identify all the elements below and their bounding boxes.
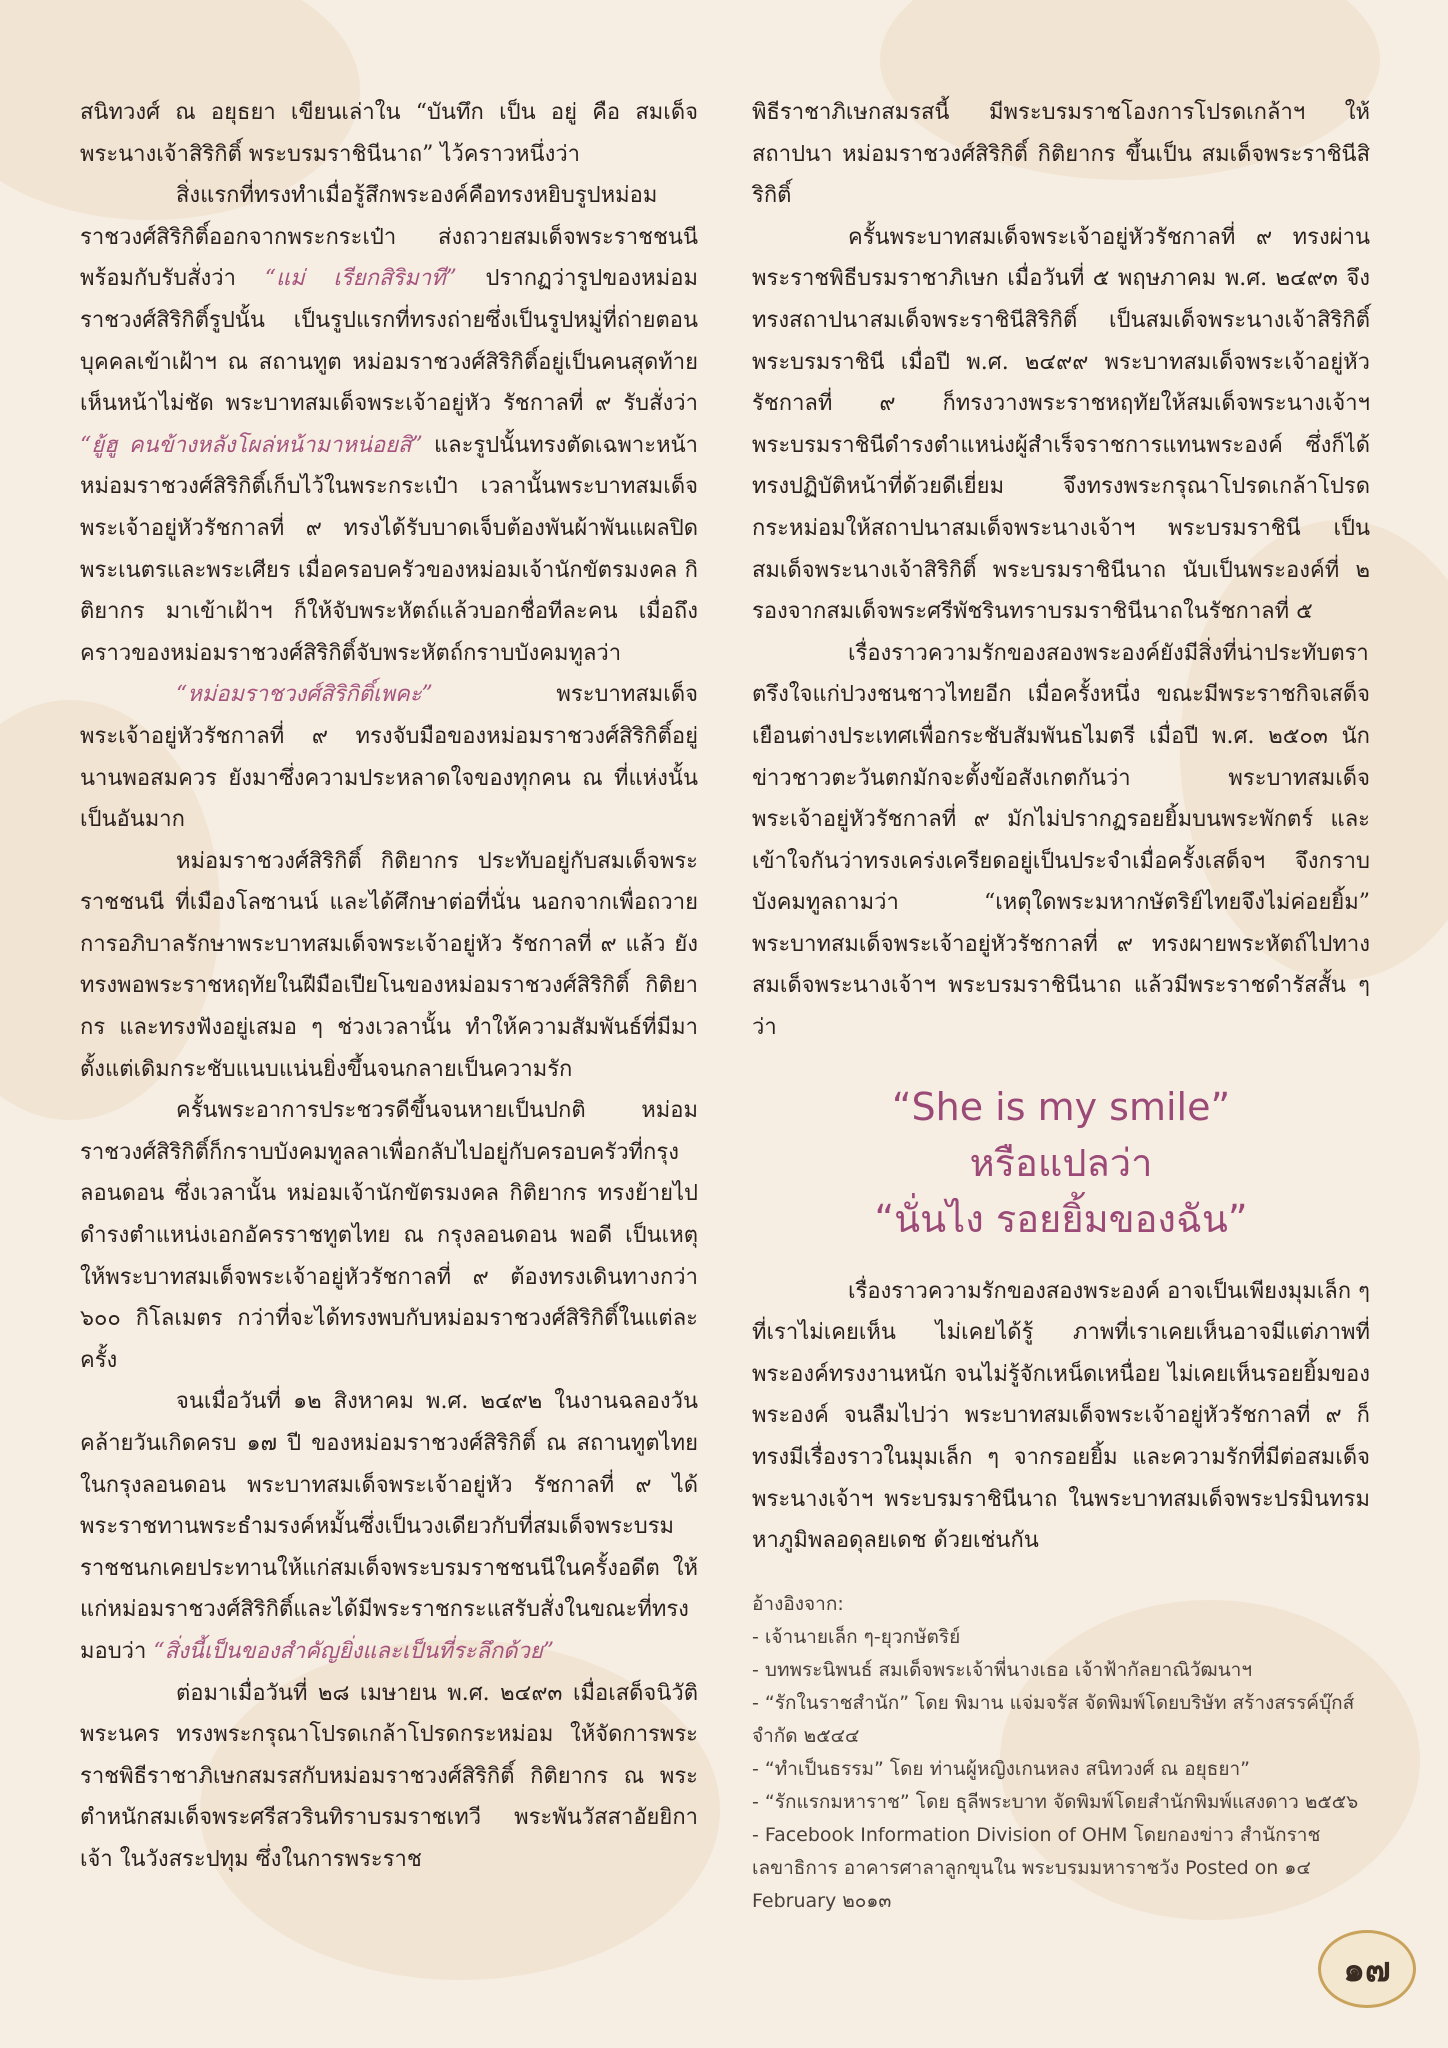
reference-item: - “รักในราชสำนัก” โดย พิมาน แจ่มจรัส จัดพิมพ์โดยบริษัท สร้างสรรค์บุ๊กส์ จำกัด ๒๕๔๔ xyxy=(752,1691,1355,1747)
paragraph: ครั้นพระบาทสมเด็จพระเจ้าอยู่หัวรัชกาลที่ ๙ ทรงผ่านพระราชพิธีบรมราชาภิเษก เมื่อวันที่ ๕ พฤษภาคม พ.ศ. ๒๔๙๓ จึงทรงสถาปนาสมเด็จพระราชินีสิริกิติ์ เป็นสมเด็จพระนางเจ้าสิริกิติ์ พระบรมราชินี เมื่อปี พ.ศ. ๒๔๙๙ พระบาทสมเด็จพระเจ้าอยู่หัวรัชกาลที่ ๙ ก็ทรงวางพระราชหฤทัยให้สมเด็จพระนางเจ้าฯ พระบรมราชินีดำรงตำแหน่งผู้สำเร็จราชการแทนพระองค์ ซึ่งก็ได้ทรงปฏิบัติหน้าที่ด้วยดีเยี่ยม จึงทรงพระกรุณาโปรดเกล้าโปรดกระหม่อมให้สถาปนาสมเด็จพระนางเจ้าฯ พระบรมราชินี เป็นสมเด็จพระนางเจ้าสิริกิติ์ พระบรมราชินีนาถ นับเป็นพระองค์ที่ ๒ รองจากสมเด็จพระศรีพัชรินทราบรมราชินีนาถในรัชกาลที่ ๕ xyxy=(752,224,1370,625)
quote-connector: หรือแปลว่า xyxy=(969,1140,1153,1185)
paragraph: เรื่องราวความรักของสองพระองค์ อาจเป็นเพียงมุมเล็ก ๆ ที่เราไม่เคยเห็น ไม่เคยได้รู้ ภาพที่เราเคยเห็นอาจมีแต่ภาพที่พระองค์ทรงงานหนัก จนไม่รู้จักเหน็ดเหนื่อย ไม่เคยเห็นรอยยิ้มของพระองค์ จนลืมไปว่า พระบาทสมเด็จพระเจ้าอยู่หัวรัชกาลที่ ๙ ก็ทรงมีเรื่องราวในมุมเล็ก ๆ จากรอยยิ้ม และความรักที่มีต่อสมเด็จพระนางเจ้าฯ พระบรมราชินีนาถ ในพระบาทสมเด็จพระปรมินทรมหาภูมิพลอดุลยเดช ด้วยเช่นกัน xyxy=(752,1278,1370,1554)
highlight-quote: “ยู้ฮู คนข้างหลังโผล่หน้ามาหน่อยสิ” xyxy=(80,432,423,458)
highlight-quote: “หม่อมราชวงศ์สิริกิติ์เพคะ” xyxy=(176,682,433,708)
references xyxy=(752,1588,1370,1918)
paragraph: ครั้นพระอาการประชวรดีขึ้นจนหายเป็นปกติ หม่อมราชวงศ์สิริกิติ์ก็กราบบังคมทูลลาเพื่อกลับไปอยู่กับครอบครัวที่กรุงลอนดอน ซึ่งเวลานั้น หม่อมเจ้านักขัตรมงคล กิติยากร ทรงย้ายไปดำรงตำแหน่งเอกอัครราชทูตไทย ณ กรุงลอนดอน พอดี เป็นเหตุให้พระบาทสมเด็จพระเจ้าอยู่หัวรัชกาลที่ ๙ ต้องทรงเดินทางกว่า ๖๐๐ กิโลเมตร กว่าที่จะได้ทรงพบกับหม่อมราชวงศ์สิริกิติ์ในแต่ละครั้ง xyxy=(80,1098,698,1373)
highlight-quote: “แม่ เรียกสิริมาที” xyxy=(264,266,457,292)
references-heading: อ้างอิงจาก: xyxy=(752,1592,844,1615)
reference-item: - เจ้านายเล็ก ๆ-ยุวกษัตริย์ xyxy=(752,1625,961,1648)
quote-thai: “นั่นไง รอยยิ้มของฉัน” xyxy=(874,1196,1248,1241)
highlight-quote: “สิ่งนี้เป็นของสำคัญยิ่งและเป็นที่ระลึกด้วย” xyxy=(153,1638,554,1664)
reference-item: - บทพระนิพนธ์ สมเด็จพระเจ้าพี่นางเธอ เจ้าฟ้ากัลยาณิวัฒนาฯ xyxy=(752,1658,1253,1681)
left-column xyxy=(80,92,698,1881)
quote-english: “She is my smile” xyxy=(891,1084,1231,1129)
paragraph: หม่อมราชวงศ์สิริกิติ์ กิติยากร ประทับอยู่กับสมเด็จพระราชชนนี ที่เมืองโลซานน์ และได้ศึกษาต่อที่นั่น นอกจากเพื่อถวายการอภิบาลรักษาพระบาทสมเด็จพระเจ้าอยู่หัว รัชกาลที่ ๙ แล้ว ยังทรงพอพระราชหฤทัยในฝีมือเปียโนของหม่อมราชวงศ์สิริกิติ์ กิติยากร และทรงฟังอยู่เสมอ ๆ ช่วงเวลานั้น ทำให้ความสัมพันธ์ที่มีมาตั้งแต่เดิมกระชับแนบแน่นยิ่งขึ้นจนกลายเป็นความรัก xyxy=(80,848,698,1082)
paragraph: จนเมื่อวันที่ ๑๒ สิงหาคม พ.ศ. ๒๔๙๒ ในงานฉลองวันคล้ายวันเกิดครบ ๑๗ ปี ของหม่อมราชวงศ์สิริกิติ์ ณ สถานทูตไทยในกรุงลอนดอน พระบาทสมเด็จพระเจ้าอยู่หัว รัชกาลที่ ๙ ได้พระราชทานพระธำมรงค์หมั้นซึ่งเป็นวงเดียวกับที่สมเด็จพระบรมราชชนกเคยประทานให้แก่สมเด็จพระบรมราชชนนีในครั้งอดีต ให้แก่หม่อมราชวงศ์สิริกิติ์และได้มีพระราชกระแสรับสั่งในขณะที่ทรงมอบว่า “สิ่งนี้เป็นของสำคัญยิ่งและเป็นที่ระลึกด้วย” xyxy=(80,1389,698,1664)
paragraph: “หม่อมราชวงศ์สิริกิติ์เพคะ” พระบาทสมเด็จพระเจ้าอยู่หัวรัชกาลที่ ๙ ทรงจับมือของหม่อมราชวงศ์สิริกิติ์อยู่นานพอสมควร ยังมาซึ่งความประหลาดใจของทุกคน ณ ที่แห่งนั้นเป็นอันมาก xyxy=(80,682,698,833)
paragraph: เรื่องราวความรักของสองพระองค์ยังมีสิ่งที่น่าประทับตราตรึงใจแก่ปวงชนชาวไทยอีก เมื่อครั้งหนึ่ง ขณะมีพระราชกิจเสด็จเยือนต่างประเทศเพื่อกระชับสัมพันธไมตรี เมื่อปี พ.ศ. ๒๕๐๓ นักข่าวชาวตะวันตกมักจะตั้งข้อสังเกตกันว่า พระบาทสมเด็จพระเจ้าอยู่หัวรัชกาลที่ ๙ มักไม่ปรากฏรอยยิ้มบนพระพักตร์ และเข้าใจกันว่าทรงเคร่งเครียดอยู่เป็นประจำเมื่อครั้งเสด็จฯ จึงกราบบังคมทูลถามว่า “เหตุใดพระมหากษัตริย์ไทยจึงไม่ค่อยยิ้ม” พระบาทสมเด็จพระเจ้าอยู่หัวรัชกาลที่ ๙ ทรงผายพระหัตถ์ไปทางสมเด็จพระนางเจ้าฯ พระบรมราชินีนาถ แล้วมีพระราชดำรัสสั้น ๆ ว่า xyxy=(752,640,1370,1041)
pull-quote xyxy=(752,1079,1370,1247)
page-number: ๑๗ xyxy=(1318,1930,1416,2008)
paragraph: ต่อมาเมื่อวันที่ ๒๘ เมษายน พ.ศ. ๒๔๙๓ เมื่อเสด็จนิวัติพระนคร ทรงพระกรุณาโปรดเกล้าโปรดกระหม่อม ให้จัดการพระราชพิธีราชาภิเษกสมรสกับหม่อมราชวงศ์สิริกิติ์ กิติยากร ณ พระตำหนักสมเด็จพระศรีสวรินทิราบรมราชเทวี พระพันวัสสาอัยยิกาเจ้า ในวังสระปทุม ซึ่งในการพระราช xyxy=(80,1680,698,1872)
reference-item: - Facebook Information Division of OHM โดยกองข่าว สำนักราชเลขาธิการ อาคารศาลาลูกขุนใน พระบรมมหาราชวัง Posted on ๑๔ February ๒๐๑๓ xyxy=(752,1823,1321,1912)
reference-item: - “รักแรกมหาราช” โดย ธุลีพระบาท จัดพิมพ์โดยสำนักพิมพ์แสงดาว ๒๕๕๖ xyxy=(752,1790,1359,1813)
right-column xyxy=(752,92,1370,1918)
paragraph: สิ่งแรกที่ทรงทำเมื่อรู้สึกพระองค์คือทรงหยิบรูปหม่อมราชวงศ์สิริกิติ์ออกจากพระกระเป๋า ส่งถวายสมเด็จพระราชชนนี พร้อมกับรับสั่งว่า “แม่ เรียกสิริมาที” ปรากฏว่ารูปของหม่อมราชวงศ์สิริกิติ์รูปนั้น เป็นรูปแรกที่ทรงถ่ายซึ่งเป็นรูปหมู่ที่ถ่ายตอนบุคคลเข้าเฝ้าฯ ณ สถานทูต หม่อมราชวงศ์สิริกิติ์อยู่เป็นคนสุดท้าย เห็นหน้าไม่ชัด พระบาทสมเด็จพระเจ้าอยู่หัว รัชกาลที่ ๙ รับสั่งว่า “ยู้ฮู คนข้างหลังโผล่หน้ามาหน่อยสิ” และรูปนั้นทรงตัดเฉพาะหน้าหม่อมราชวงศ์สิริกิติ์เก็บไว้ในพระกระเป๋า เวลานั้นพระบาทสมเด็จพระเจ้าอยู่หัวรัชกาลที่ ๙ ทรงได้รับบาดเจ็บต้องพันผ้าพันแผลปิดพระเนตรและพระเศียร เมื่อครอบครัวของหม่อมเจ้านักขัตรมงคล กิติยากร มาเข้าเฝ้าฯ ก็ให้จับพระหัตถ์แล้วบอกชื่อทีละคน เมื่อถึงคราวของหม่อมราชวงศ์สิริกิติ์จับพระหัตถ์กราบบังคมทูลว่า xyxy=(80,183,698,666)
paragraph: สนิทวงศ์ ณ อยุธยา เขียนเล่าใน “บันทึก เป็น อยู่ คือ สมเด็จพระนางเจ้าสิริกิติ์ พระบรมราชินีนาถ” ไว้คราวหนึ่งว่า xyxy=(80,100,698,167)
paragraph: พิธีราชาภิเษกสมรสนี้ มีพระบรมราชโองการโปรดเกล้าฯ ให้สถาปนา หม่อมราชวงศ์สิริกิติ์ กิติยากร ขึ้นเป็น สมเด็จพระราชินีสิริกิติ์ xyxy=(752,100,1370,209)
reference-item: - “ทำเป็นธรรม” โดย ท่านผู้หญิงเกนหลง สนิทวงศ์ ณ อยุธยา” xyxy=(752,1757,1250,1780)
